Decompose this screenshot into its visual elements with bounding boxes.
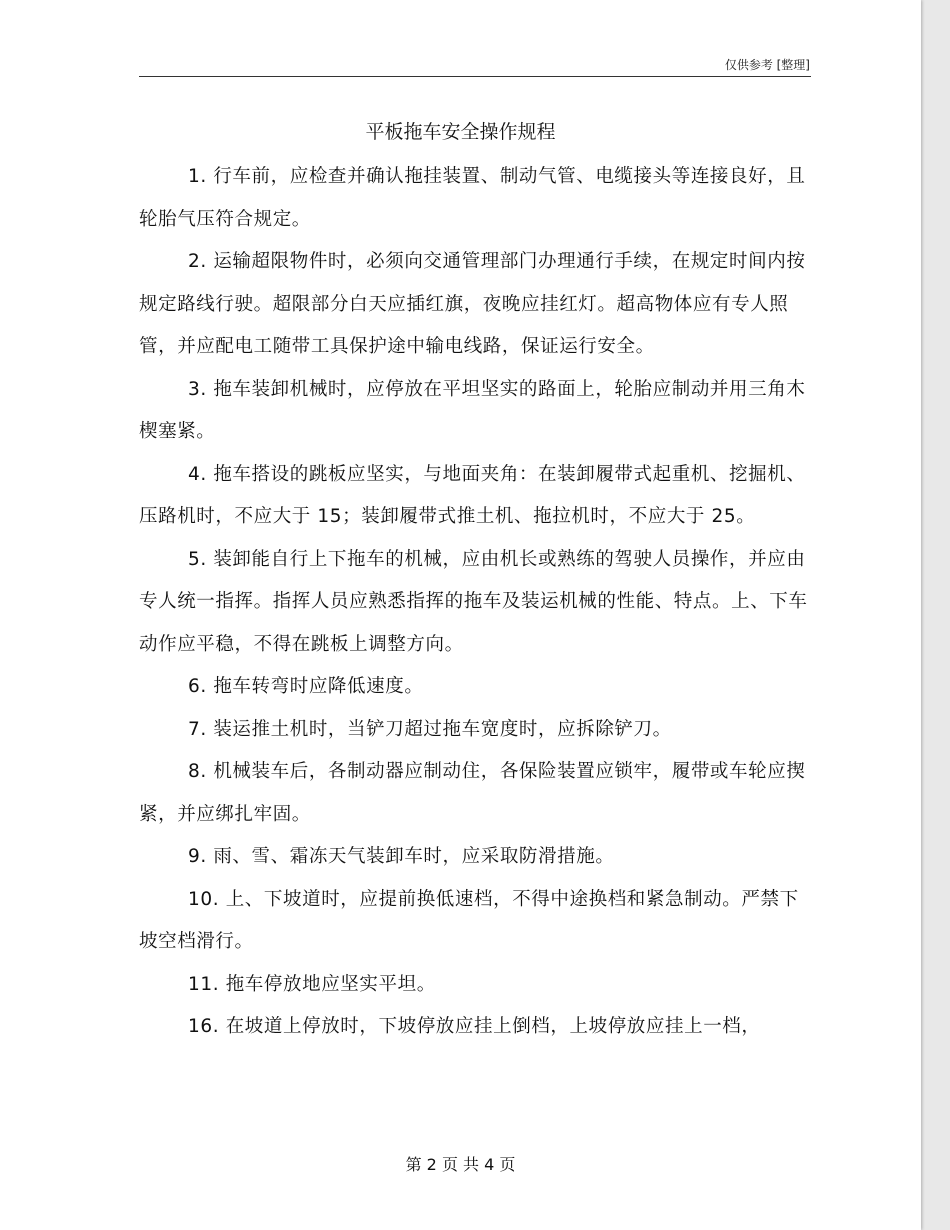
paragraph-1: 1. 行车前，应检查并确认拖挂装置、制动气管、电缆接头等连接良好，且轮胎气压符合规定。 [139, 166, 806, 230]
paragraph-10: 10. 上、下坡道时，应提前换低速档，不得中途换档和紧急制动。严禁下坡空档滑行。 [139, 888, 799, 952]
document-body [139, 156, 811, 1049]
paragraph-3: 3. 拖车装卸机械时，应停放在平坦坚实的路面上，轮胎应制动并用三角木楔塞紧。 [139, 378, 806, 442]
header-divider [139, 76, 811, 77]
page-number: 第 2 页 共 4 页 [405, 1155, 516, 1174]
paragraph-9: 9. 雨、雪、霜冻天气装卸车时，应采取防滑措施。 [188, 846, 615, 867]
paragraph-2: 2. 运输超限物件时，必须向交通管理部门办理通行手续，在规定时间内按规定路线行驶。超限部分白天应插红旗，夜晚应挂红灯。超高物体应有专人照管，并应配电工随带工具保护途中输电线路，保证运行安全。 [139, 251, 806, 357]
paragraph-11: 11. 拖车停放地应坚实平坦。 [188, 973, 436, 995]
paragraph-6: 6. 拖车转弯时应降低速度。 [188, 676, 424, 697]
paragraph-4: 4. 拖车搭设的跳板应坚实，与地面夹角：在装卸履带式起重机、挖掘机、压路机时，不应大于 15；装卸履带式推土机、拖拉机时，不应大于 25。 [139, 463, 806, 527]
paragraph-7: 7. 装运推土机时，当铲刀超过拖车宽度时，应拆除铲刀。 [188, 718, 672, 740]
header-note: 仅供参考 [整理] [724, 58, 810, 72]
document-title: 平板拖车安全操作规程 [365, 121, 556, 143]
paragraph-16: 16. 在坡道上停放时，下坡停放应挂上倒档，上坡停放应挂上一档， [188, 1016, 761, 1037]
paragraph-5: 5. 装卸能自行上下拖车的机械，应由机长或熟练的驾驶人员操作，并应由专人统一指挥。指挥人员应熟悉指挥的拖车及装运机械的性能、特点。上、下车动作应平稳，不得在跳板上调整方向。 [139, 548, 808, 655]
paragraph-8: 8. 机械装车后，各制动器应制动住，各保险装置应锁牢，履带或车轮应揳紧，并应绑扎牢固。 [139, 761, 806, 825]
